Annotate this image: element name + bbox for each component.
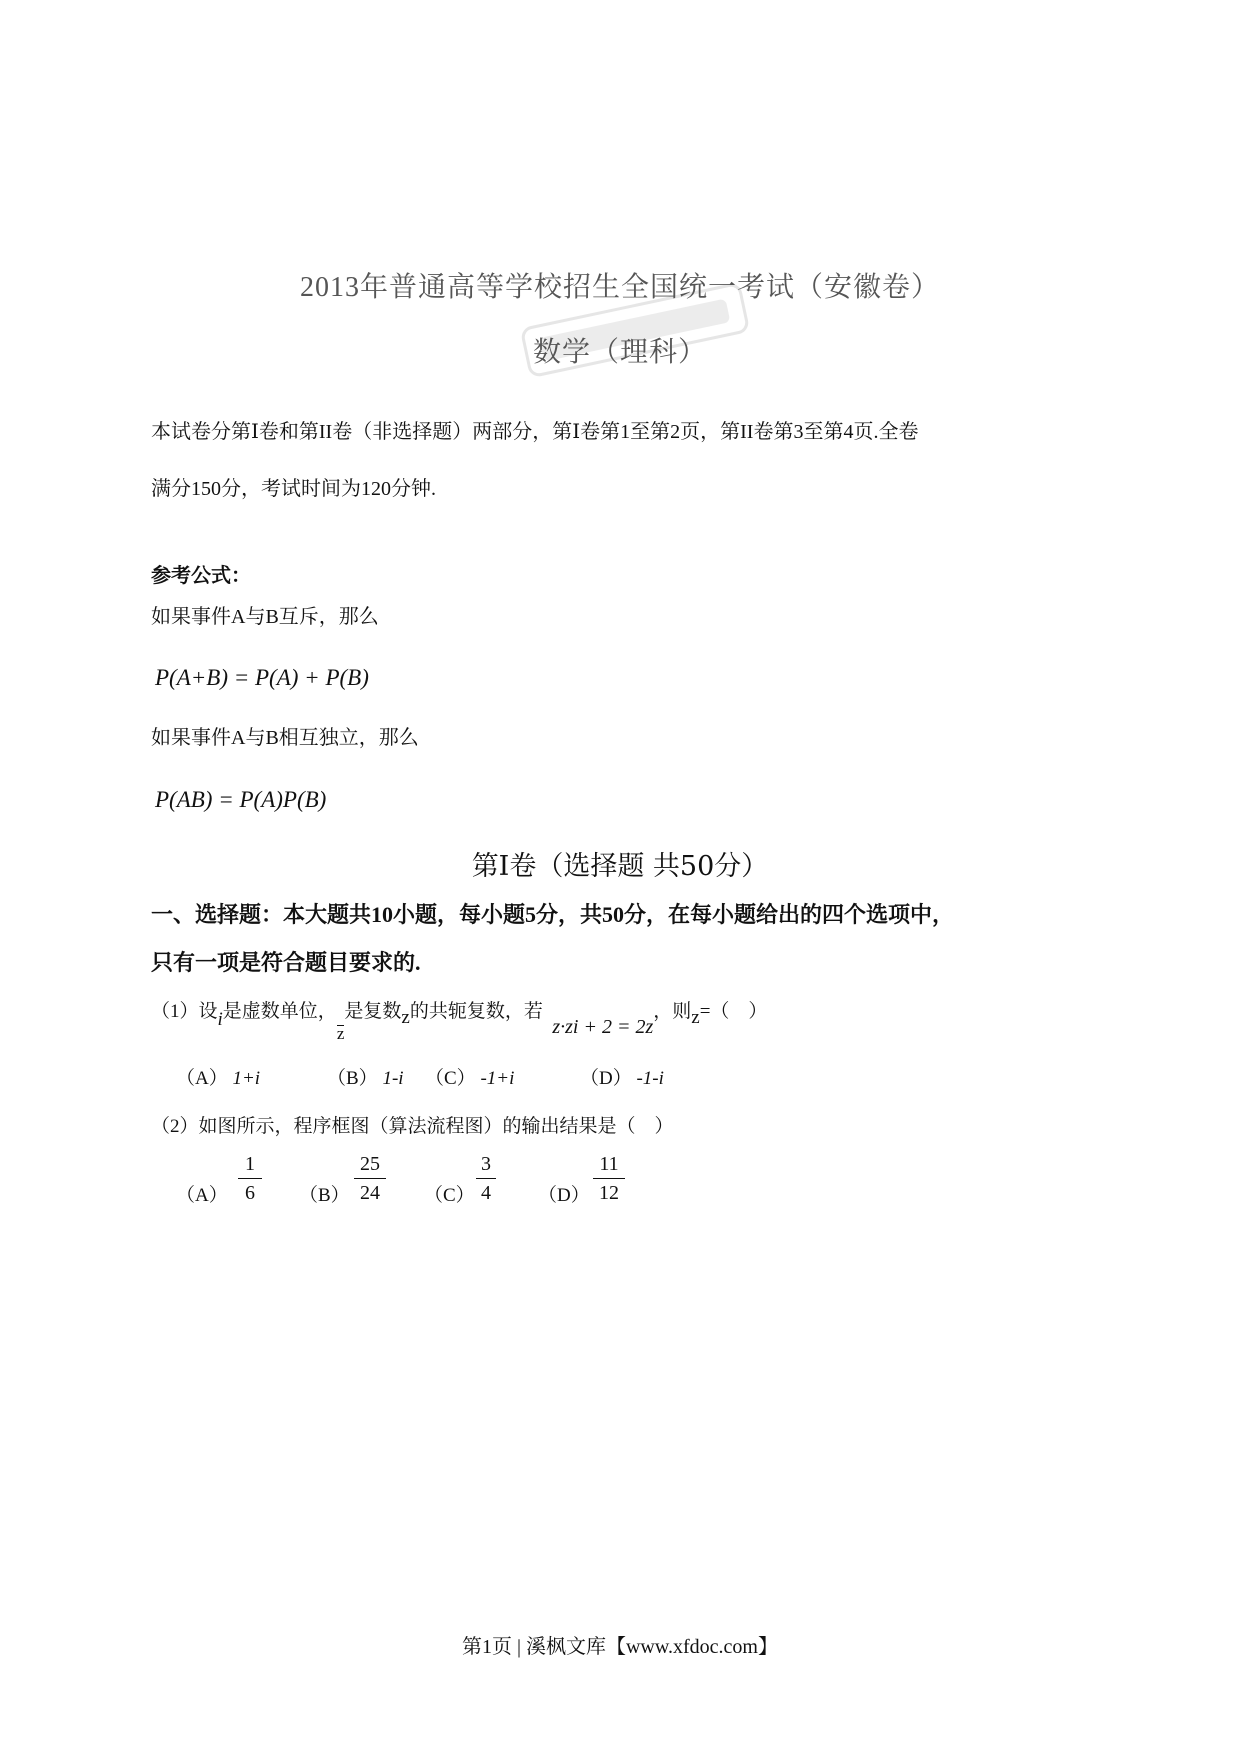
question-1 (151, 996, 768, 1043)
q1-var-z2: z (691, 1007, 700, 1028)
q1-text-a: 是虚数单位， (222, 1001, 337, 1022)
q2-option-d-fraction (593, 1152, 625, 1205)
option-label: （C） (425, 1068, 476, 1089)
q1-equation: z·zi + 2 = 2z (552, 1016, 654, 1038)
fraction-denominator: 6 (245, 1182, 255, 1204)
section-heading-line-2: 只有一项是符合题目要求的. (151, 950, 421, 975)
option-label: （D） (580, 1068, 632, 1089)
q1-option-b (327, 1063, 404, 1090)
q1-prefix: （1）设 (151, 1001, 218, 1022)
option-value: 1+i (232, 1068, 261, 1089)
q1-text-e: =（ ） (699, 1001, 768, 1022)
exam-title: 2013年普通高等学校招生全国统一考试（安徽卷） (299, 272, 940, 303)
option-label: （A） (176, 1068, 228, 1089)
q2-option-d-label: （D） (538, 1185, 590, 1206)
formula-independent: P(AB) = P(A)P(B) (155, 787, 327, 812)
option-value: 1-i (382, 1068, 404, 1089)
section-title: 第Ⅰ卷（选择题 共50分） (471, 851, 769, 882)
option-label: （B） (327, 1068, 378, 1089)
q2-option-c-label: （C） (424, 1185, 475, 1206)
reference-text-1: 如果事件A与B互斥，那么 (151, 606, 379, 628)
intro-line-2: 满分150分，考试时间为120分钟. (151, 478, 436, 500)
formula-mutually-exclusive: P(A+B) = P(A) + P(B) (155, 665, 369, 690)
q1-conjugate-z: z (336, 1024, 345, 1043)
page-footer: 第1页 | 溪枫文库【www.xfdoc.com】 (461, 1636, 778, 1658)
q1-option-a (176, 1063, 260, 1090)
q1-var-i: i (217, 1009, 223, 1030)
q1-var-z: z (401, 1007, 410, 1028)
exam-subtitle: 数学（理科） (532, 337, 707, 368)
fraction-denominator: 12 (599, 1182, 619, 1204)
fraction-numerator: 11 (599, 1153, 619, 1175)
intro-line-1: 本试卷分第Ⅰ卷和第II卷（非选择题）两部分，第Ⅰ卷第1至第2页，第II卷第3至第4页.全卷 (151, 421, 919, 443)
reference-text-2: 如果事件A与B相互独立，那么 (151, 727, 419, 749)
q1-text-c: 的共轭复数，若 (409, 1001, 543, 1022)
section-heading-line-1: 一、选择题：本大题共10小题，每小题5分，共50分，在每小题给出的四个选项中， (151, 902, 955, 927)
option-value: -1+i (480, 1068, 515, 1089)
q2-option-c-fraction (476, 1152, 496, 1205)
q2-option-b-fraction (354, 1152, 386, 1205)
reference-label: 参考公式： (151, 565, 251, 587)
q2-option-b-label: （B） (299, 1185, 350, 1206)
fraction-denominator: 24 (360, 1182, 380, 1204)
q1-option-d (580, 1063, 664, 1090)
question-2: （2）如图所示，程序框图（算法流程图）的输出结果是（ ） (151, 1116, 674, 1137)
fraction-numerator: 25 (360, 1153, 380, 1175)
fraction-numerator: 3 (481, 1153, 491, 1175)
q1-option-c (425, 1063, 514, 1090)
fraction-denominator: 4 (481, 1182, 491, 1204)
q2-option-a-fraction (238, 1152, 262, 1205)
q1-text-d: ，则 (653, 1001, 692, 1022)
q2-option-a-label: （A） (176, 1185, 228, 1206)
option-value: -1-i (636, 1068, 664, 1089)
q1-text-b: 是复数 (344, 1001, 402, 1022)
fraction-numerator: 1 (245, 1153, 255, 1175)
